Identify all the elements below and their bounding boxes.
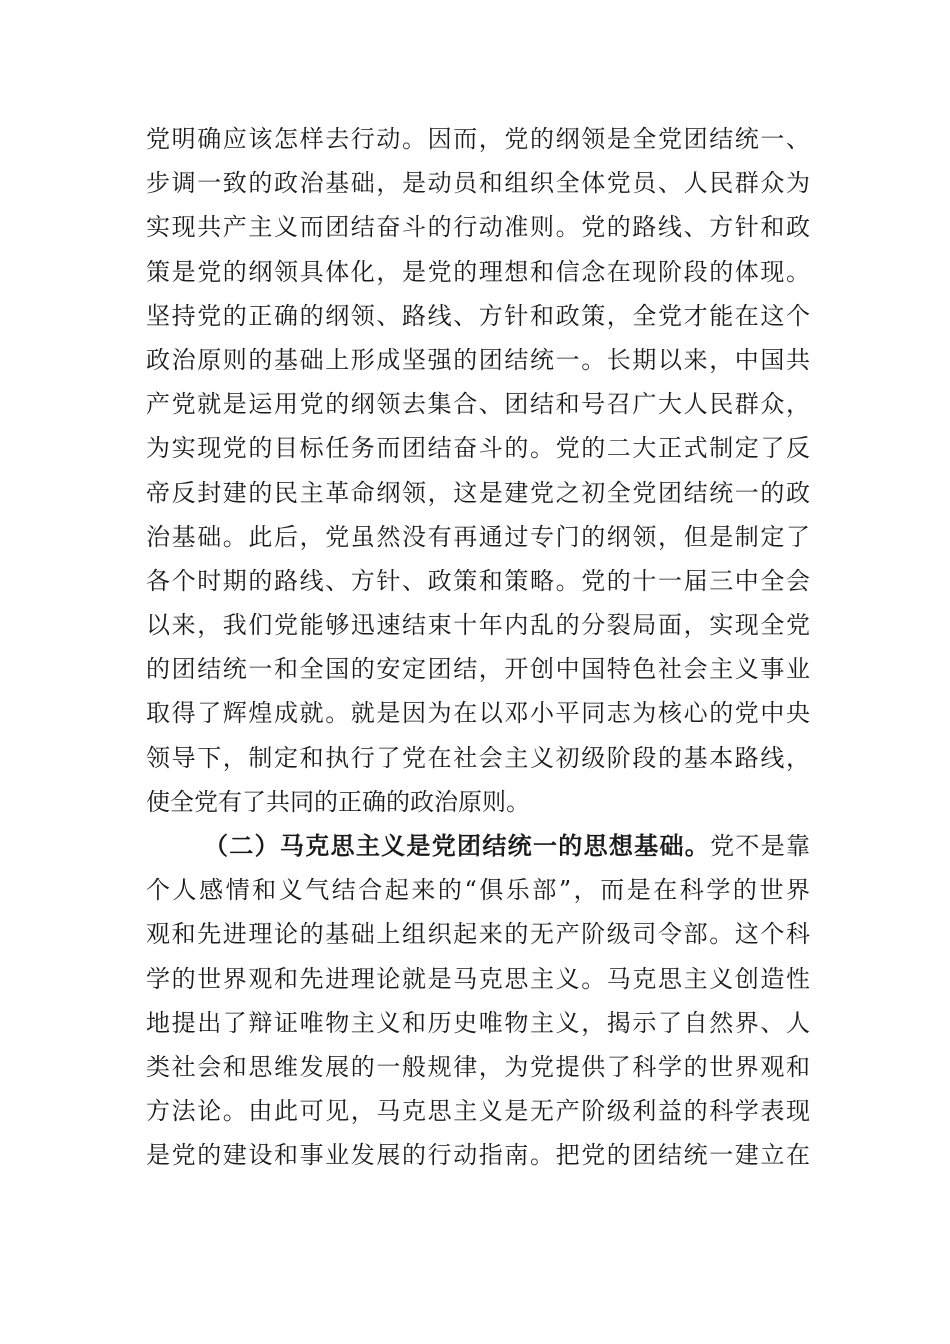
- text-line: 取得了辉煌成就。就是因为在以邓小平同志为核心的党中央: [146, 699, 810, 728]
- text-line: 为实现党的目标任务而团结奋斗的。党的二大正式制定了反: [146, 434, 810, 463]
- text-line: 坚持党的正确的纲领、路线、方针和政策，全党才能在这个: [146, 301, 810, 330]
- text-line: 实现共产主义而团结奋斗的行动准则。党的路线、方针和政: [146, 213, 810, 242]
- text-line: 地提出了辩证唯物主义和历史唯物主义，揭示了自然界、人: [146, 1008, 810, 1037]
- text-line: 类社会和思维发展的一般规律，为党提供了科学的世界观和: [146, 1052, 810, 1081]
- text-line: 方法论。由此可见，马克思主义是无产阶级利益的科学表现: [146, 1097, 810, 1126]
- text-line: 领导下，制定和执行了党在社会主义初级阶段的基本路线，: [146, 743, 810, 772]
- text-line: 政治原则的基础上形成坚强的团结统一。长期以来，中国共: [146, 345, 810, 374]
- text-line: 治基础。此后，党虽然没有再通过专门的纲领，但是制定了: [146, 522, 810, 551]
- paragraph-party-program: [146, 117, 810, 824]
- text-line: 个人感情和义气结合起来的“俱乐部”，而是在科学的世界: [146, 876, 810, 905]
- text-line: 产党就是运用党的纲领去集合、团结和号召广大人民群众，: [146, 390, 810, 419]
- text-line: 的团结统一和全国的安定团结，开创中国特色社会主义事业: [146, 655, 810, 684]
- text-run: 党不是靠: [710, 832, 811, 860]
- text-line: 策是党的纲领具体化，是党的理想和信念在现阶段的体现。: [146, 257, 810, 286]
- text-line: 观和先进理论的基础上组织起来的无产阶级司令部。这个科: [146, 920, 810, 949]
- section-heading: （二）马克思主义是党团结统一的思想基础。: [204, 832, 711, 860]
- text-line: 以来，我们党能够迅速结束十年内乱的分裂局面，实现全党: [146, 611, 810, 640]
- text-line: 使全党有了共同的正确的政治原则。: [146, 787, 530, 816]
- text-line: 各个时期的路线、方针、政策和策略。党的十一届三中全会: [146, 566, 810, 595]
- document-body: [146, 117, 810, 1178]
- text-line: 帝反封建的民主革命纲领，这是建党之初全党团结统一的政: [146, 478, 810, 507]
- text-line: 学的世界观和先进理论就是马克思主义。马克思主义创造性: [146, 964, 810, 993]
- paragraph-marxism-foundation: [146, 824, 810, 1178]
- text-line: [146, 824, 810, 868]
- text-line: 党明确应该怎样去行动。因而，党的纲领是全党团结统一、: [146, 125, 810, 153]
- text-line: 是党的建设和事业发展的行动指南。把党的团结统一建立在: [146, 1141, 810, 1170]
- text-line: 步调一致的政治基础，是动员和组织全体党员、人民群众为: [146, 169, 810, 198]
